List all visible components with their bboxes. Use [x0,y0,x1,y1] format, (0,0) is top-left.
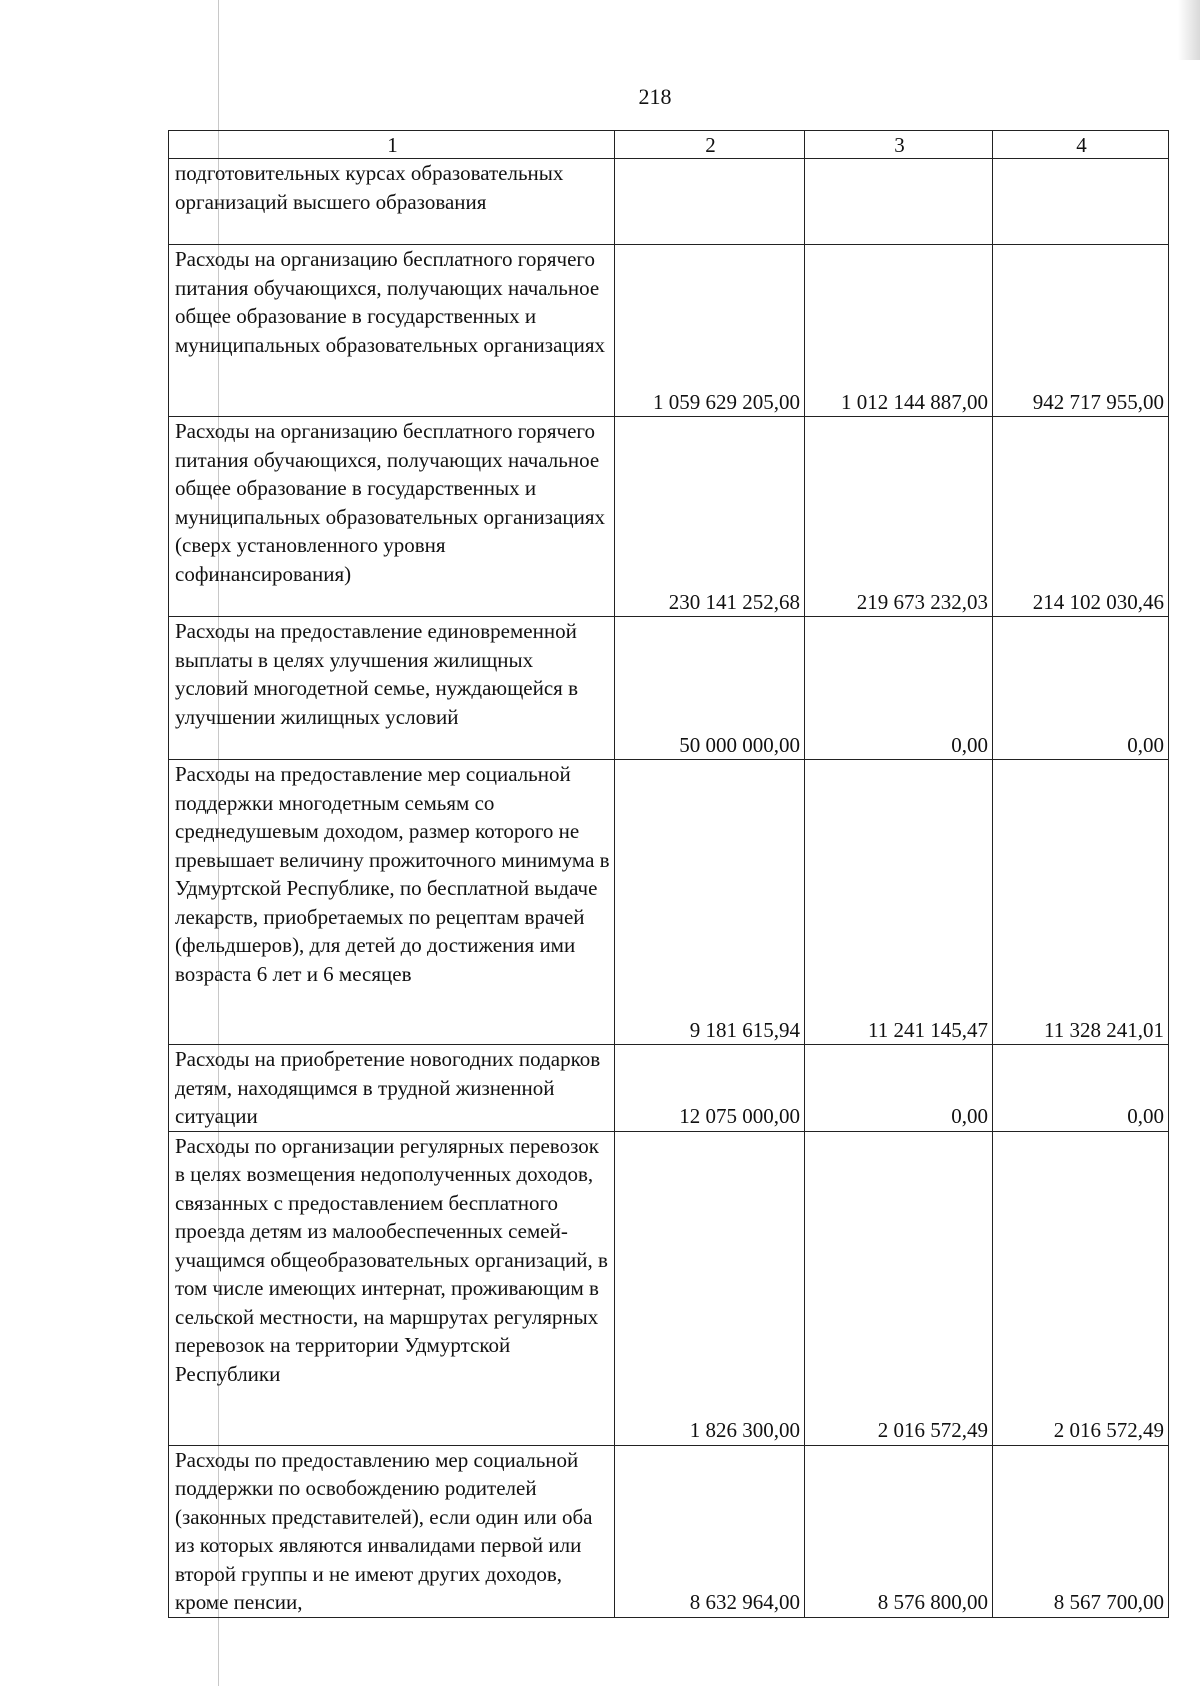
table-row [169,1445,1169,1617]
column-header-2: 2 [615,131,805,159]
page-number: 218 [638,84,672,109]
table-row [169,417,1169,617]
row-value-col4: 214 102 030,46 [993,417,1169,617]
column-header-4: 4 [993,131,1169,159]
row-value-col2: 1 059 629 205,00 [615,245,805,417]
table-row [169,617,1169,760]
row-description: Расходы на предоставление единовременной выплаты в целях улучшения жилищных условий многодетной семье, нуждающейся в улучшении жилищных условий [169,617,615,760]
row-value-col3: 2 016 572,49 [805,1131,993,1445]
row-description: Расходы по предоставлению мер социальной поддержки по освобождению родителей (законных представителей), если один или оба из которых являются инвалидами первой или второй группы и не имеют других доходов, кроме пенсии, [169,1445,615,1617]
row-description: подготовительных курсах образовательных организаций высшего образования [169,159,615,245]
row-value-col3: 0,00 [805,1045,993,1132]
column-header-3: 3 [805,131,993,159]
row-description: Расходы на организацию бесплатного горячего питания обучающихся, получающих начальное общее образование в государственных и муниципальных образовательных организациях (сверх установленного уровня софинансирования) [169,417,615,617]
table-header-row [169,131,1169,159]
row-value-col4: 0,00 [993,617,1169,760]
row-value-col2 [615,159,805,245]
table-row [169,760,1169,1045]
row-value-col2: 1 826 300,00 [615,1131,805,1445]
table-row [169,1131,1169,1445]
column-header-1: 1 [169,131,615,159]
row-description: Расходы по организации регулярных перевозок в целях возмещения недополученных доходов, связанных с предоставлением бесплатного проезда детям из малообеспеченных семей-учащимся общеобразовательных организаций, в том числе имеющих интернат, проживающим в сельской местности, на маршрутах регулярных перевозок на территории Удмуртской Республики [169,1131,615,1445]
row-value-col4 [993,159,1169,245]
scan-edge-mark [1178,0,1200,60]
row-value-col2: 8 632 964,00 [615,1445,805,1617]
table-row [169,159,1169,245]
row-description: Расходы на предоставление мер социальной поддержки многодетным семьям со среднедушевым доходом, размер которого не превышает величину прожиточного минимума в Удмуртской Республике, по бесплатной выдаче лекарств, приобретаемых по рецептам врачей (фельдшеров), для детей до достижения ими возраста 6 лет и 6 месяцев [169,760,615,1045]
row-value-col3: 219 673 232,03 [805,417,993,617]
row-value-col4: 942 717 955,00 [993,245,1169,417]
table-row [169,245,1169,417]
row-value-col2: 230 141 252,68 [615,417,805,617]
row-value-col3: 0,00 [805,617,993,760]
row-value-col3: 11 241 145,47 [805,760,993,1045]
row-value-col2: 9 181 615,94 [615,760,805,1045]
row-value-col3 [805,159,993,245]
row-value-col2: 12 075 000,00 [615,1045,805,1132]
row-value-col3: 8 576 800,00 [805,1445,993,1617]
row-value-col4: 2 016 572,49 [993,1131,1169,1445]
row-value-col4: 8 567 700,00 [993,1445,1169,1617]
row-description: Расходы на приобретение новогодних подарков детям, находящимся в трудной жизненной ситуации [169,1045,615,1132]
row-value-col4: 11 328 241,01 [993,760,1169,1045]
row-description: Расходы на организацию бесплатного горячего питания обучающихся, получающих начальное общее образование в государственных и муниципальных образовательных организациях [169,245,615,417]
budget-table [168,130,1169,1618]
row-value-col2: 50 000 000,00 [615,617,805,760]
row-value-col3: 1 012 144 887,00 [805,245,993,417]
row-value-col4: 0,00 [993,1045,1169,1132]
table-row [169,1045,1169,1132]
